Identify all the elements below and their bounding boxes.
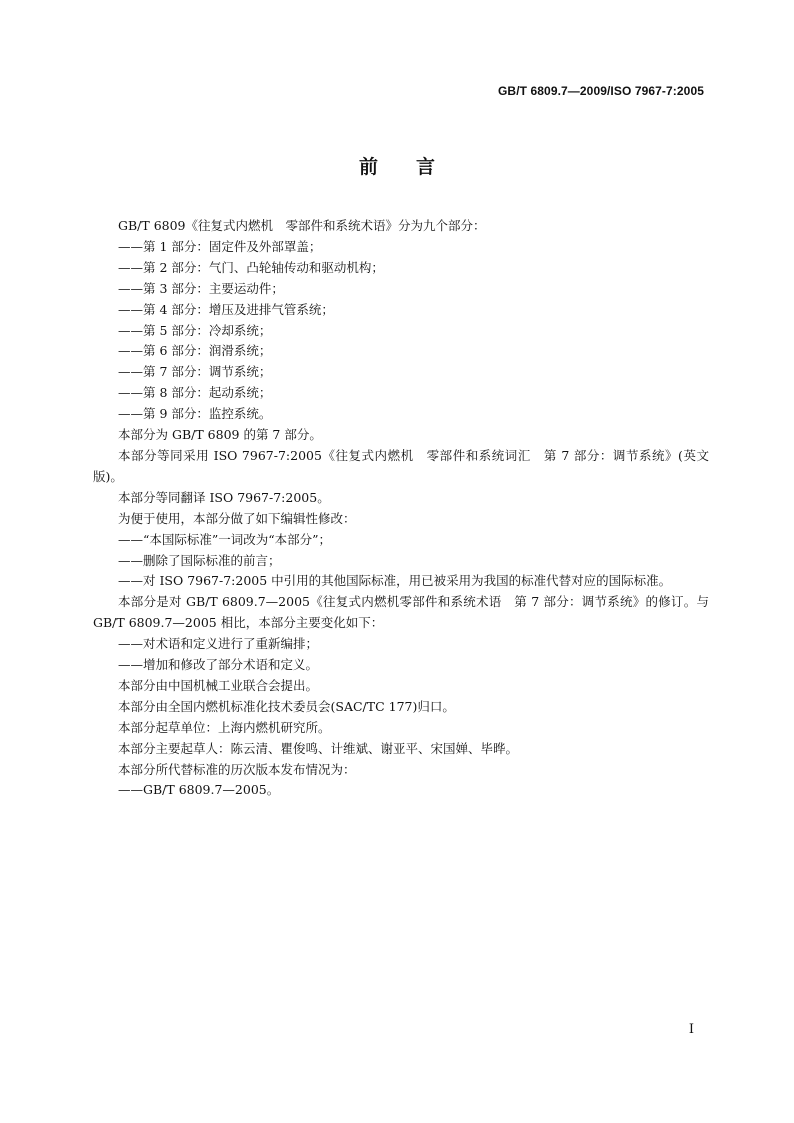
list-item-part-7: ——第 7 部分：调节系统； xyxy=(118,364,272,380)
list-item-part-8: ——第 8 部分：起动系统； xyxy=(118,385,272,401)
list-item-history-1: ——GB/T 6809.7—2005。 xyxy=(118,782,280,798)
paragraph-revision: 本部分是对 GB/T 6809.7—2005《往复式内燃机零部件和系统术语 第 7 部分：调节系统》的修订。与 GB/T 6809.7—2005 相比，本部分主要变化如下： xyxy=(93,594,709,631)
list-item-change-2: ——增加和修改了部分术语和定义。 xyxy=(118,657,319,673)
paragraph-adoption: 本部分等同采用 ISO 7967-7:2005《往复式内燃机 零部件和系统词汇 第 7 部分：调节系统》(英文版)。 xyxy=(93,447,709,484)
paragraph-drafting-unit: 本部分起草单位：上海内燃机研究所。 xyxy=(118,719,331,735)
list-item-part-6: ——第 6 部分：润滑系统； xyxy=(118,343,272,359)
list-item-part-9: ——第 9 部分：监控系统。 xyxy=(118,406,272,422)
list-item-part-2: ——第 2 部分：气门、凸轮轴传动和驱动机构； xyxy=(118,259,384,275)
paragraph-translation: 本部分等同翻译 ISO 7967-7:2005。 xyxy=(118,489,330,505)
list-item-edit-1: ——“本国际标准”一词改为“本部分”； xyxy=(118,531,332,547)
page-number: I xyxy=(688,1022,694,1037)
list-item-part-5: ——第 5 部分：冷却系统； xyxy=(118,322,272,338)
list-item-edit-2: ——删除了国际标准的前言； xyxy=(118,552,281,568)
paragraph-editorial-intro: 为便于使用，本部分做了如下编辑性修改： xyxy=(118,510,356,526)
paragraph-history-intro: 本部分所代替标准的历次版本发布情况为： xyxy=(118,761,356,777)
paragraph-committee: 本部分由全国内燃机标准化技术委员会(SAC/TC 177)归口。 xyxy=(118,698,455,714)
foreword-body xyxy=(93,216,709,801)
paragraph-proposer: 本部分由中国机械工业联合会提出。 xyxy=(118,677,319,693)
list-item-change-1: ——对术语和定义进行了重新编排； xyxy=(118,636,319,652)
list-item-part-4: ——第 4 部分：增压及进排气管系统； xyxy=(118,301,334,317)
page-title: 前言 xyxy=(358,156,473,178)
standard-number-header: GB/T 6809.7—2009/ISO 7967-7:2005 xyxy=(498,84,704,98)
paragraph-part-statement: 本部分为 GB/T 6809 的第 7 部分。 xyxy=(118,427,322,443)
paragraph-intro: GB/T 6809《往复式内燃机 零部件和系统术语》分为九个部分： xyxy=(118,218,486,233)
paragraph-drafters: 本部分主要起草人：陈云清、瞿俊鸣、计维斌、谢亚平、宋国婵、毕晔。 xyxy=(118,740,519,756)
list-item-edit-3: ——对 ISO 7967-7:2005 中引用的其他国际标准，用已被采用为我国的标准代替对应的国际标准。 xyxy=(118,573,672,589)
list-item-part-1: ——第 1 部分：固定件及外部罩盖； xyxy=(118,238,322,254)
list-item-part-3: ——第 3 部分：主要运动件； xyxy=(118,280,284,296)
